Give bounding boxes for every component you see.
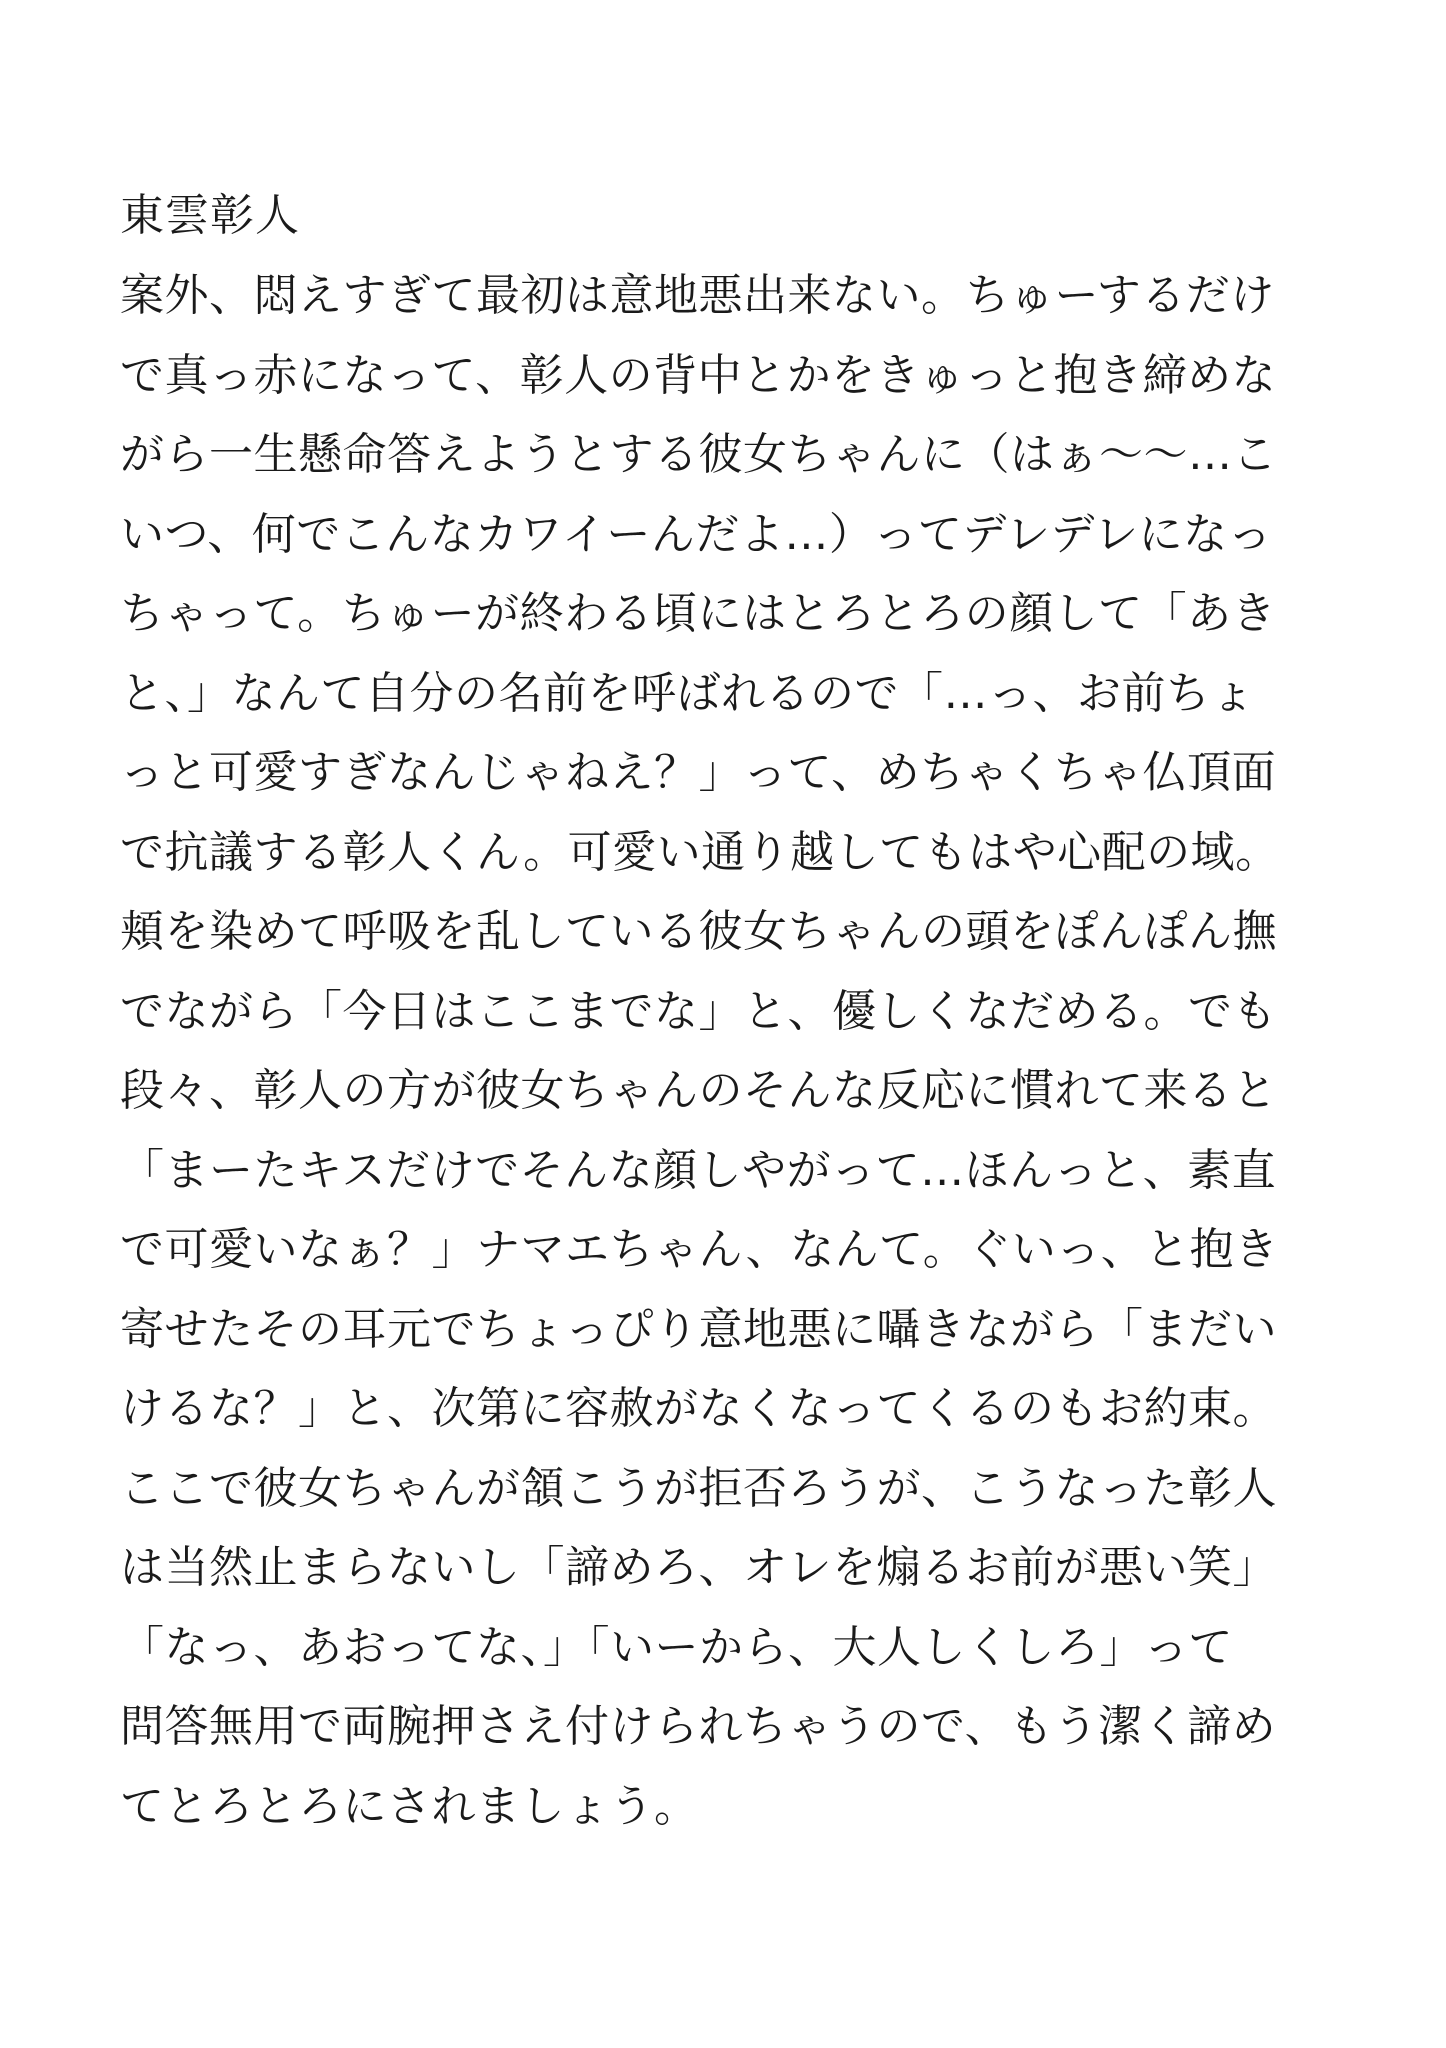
text-line: 「なっ、あおってな、」「いーから、大人しくしろ」って (120, 1621, 1233, 1673)
text-line: ここで彼女ちゃんが頷こうが拒否ろうが、こうなった彰人 (120, 1462, 1277, 1514)
document-title: 東雲彰人 (120, 190, 300, 241)
text-line: は当然止まらないし「諦めろ、オレを煽るお前が悪い笑」 (120, 1542, 1277, 1593)
text-line: ちゃって。ちゅーが終わる頃にはとろとろの顔して「あき (120, 588, 1277, 639)
text-line: で真っ赤になって、彰人の背中とかをきゅっと抱き締めな (120, 349, 1277, 401)
text-line: っと可愛すぎなんじゃねえ？」って、めちゃくちゃ仏頂面 (120, 747, 1277, 798)
text-line: がら一生懸命答えようとする彼女ちゃんに（はぁ〜〜…こ (120, 429, 1277, 480)
text-line: と、」なんて自分の名前を呼ばれるので「…っ、お前ちょ (120, 667, 1255, 719)
text-line: 頬を染めて呼吸を乱している彼女ちゃんの頭をぽんぽん撫 (120, 906, 1277, 957)
text-line: 寄せたその耳元でちょっぴり意地悪に囁きながら「まだい (120, 1303, 1277, 1355)
text-line: でながら「今日はここまでな」と、優しくなだめる。でも (120, 985, 1277, 1037)
text-line: けるな？」と、次第に容赦がなくなってくるのもお約束。 (120, 1383, 1277, 1434)
text-line: で抗議する彰人くん。可愛い通り越してもはや心配の域。 (120, 826, 1280, 878)
document-body (120, 256, 1330, 1846)
text-line: いつ、何でこんなカワイーんだよ…）ってデレデレになっ (120, 508, 1273, 560)
text-line: 「まーたキスだけでそんな顔しやがって…ほんっと、素直 (120, 1144, 1277, 1196)
text-line: 問答無用で両腕押さえ付けられちゃうので、もう潔く諦め (120, 1701, 1277, 1752)
text-line: 案外、悶えすぎて最初は意地悪出来ない。ちゅーするだけ (120, 270, 1275, 321)
text-line: てとろとろにされましょう。 (120, 1780, 699, 1832)
text-line: 段々、彰人の方が彼女ちゃんのそんな反応に慣れて来ると (120, 1065, 1277, 1116)
text-line: で可愛いなぁ？」ナマエちゃん、なんて。ぐいっ、と抱き (120, 1224, 1279, 1275)
